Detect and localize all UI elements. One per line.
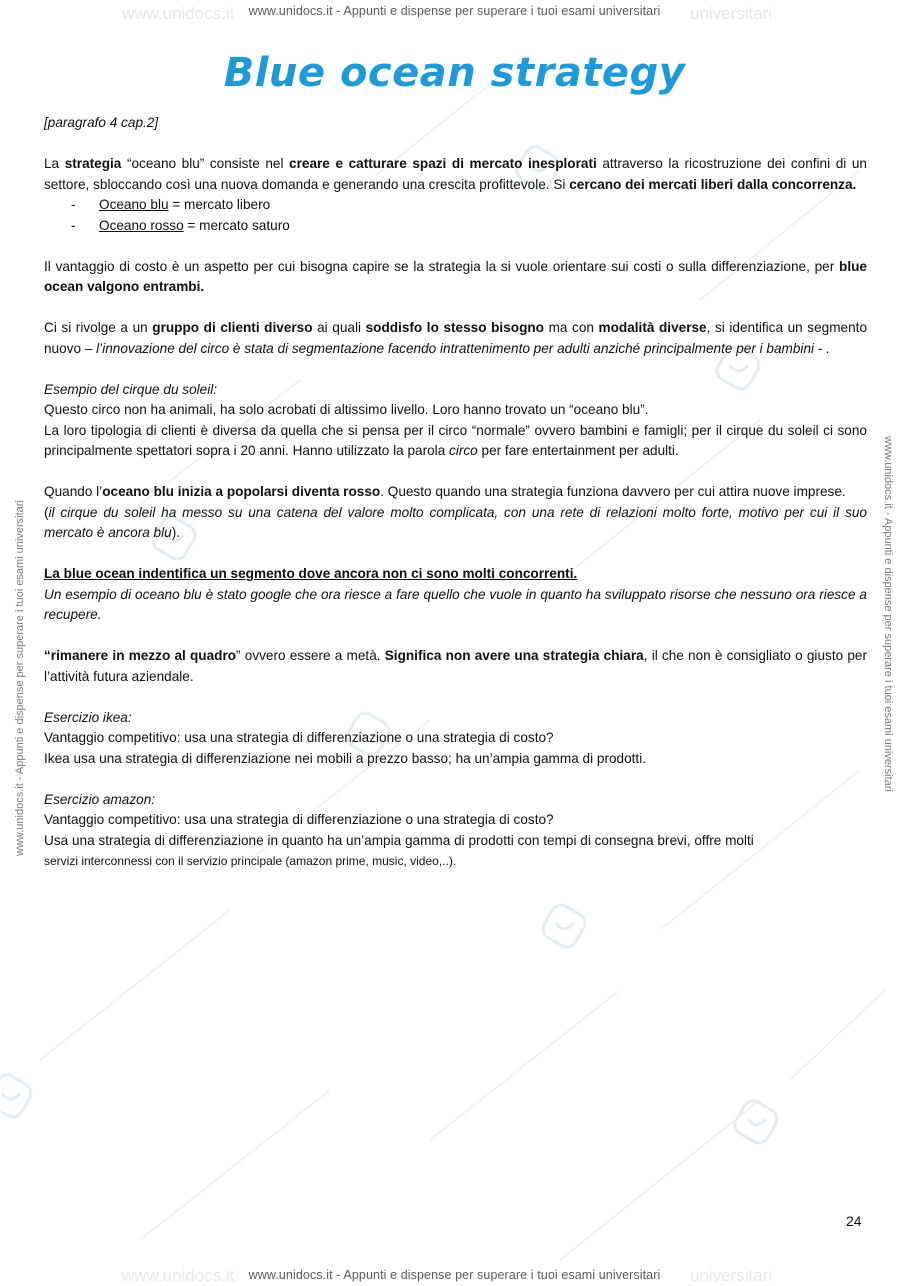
paragraph-definition: [44, 154, 867, 195]
bold-run: strategia: [64, 156, 122, 171]
text-run: La loro tipologia di clienti è diversa da quella che si pensa per il circo “normale” ovvero bambini e famigli; per il cirque du soleil ci sono principalmente spettatori sopra i 20 anni. Hanno utilizzato la parola: [44, 422, 867, 458]
bold-run: gruppo di clienti diverso: [152, 320, 313, 335]
text-run: ma con: [543, 320, 599, 335]
ikea-question: Vantaggio competitivo: usa una strategia di differenziazione o una strategia di costo?: [44, 730, 554, 745]
text-run: Il vantaggio di costo è un aspetto per cui bisogna capire se la strategia la si vuole orientare sui costi o sulla differenziazione, per: [44, 258, 840, 274]
text-run: ).: [171, 525, 181, 540]
italic-run: l’innovazione del circo è stata di segmentazione facendo intrattenimento per adulti anziché principalmente per i bambini - .: [96, 340, 830, 356]
ghost-site-bottom: www.unidocs.it: [122, 1266, 235, 1285]
bold-run: “rimanere in mezzo al quadro: [44, 648, 237, 663]
bullet-term: Oceano blu: [99, 197, 169, 212]
paragraph-blue-ocean-key: La blue ocean indentifica un segmento dove ancora non ci sono molti concorrenti.: [44, 566, 578, 581]
bullet-dash: -: [71, 197, 76, 212]
watermark-banner-right: www.unidocs.it - Appunti e dispense per superare i tuoi esami universitari: [882, 436, 894, 792]
italic-run: il cirque du soleil ha messo su una catena del valore molto complicata, con una rete di relazioni molto forte, motivo per cui il suo mercato è ancora blu: [44, 504, 867, 540]
document-body: [44, 113, 867, 872]
bold-run: oceano blu inizia a popolarsi diventa rosso: [102, 484, 381, 499]
paragraph-stuck-in-middle: [44, 646, 867, 687]
text-run: Ci si rivolge a un: [44, 320, 153, 335]
watermark-banner-left: www.unidocs.it - Appunti e dispense per superare i tuoi esami universitari: [14, 500, 26, 856]
italic-run: circo: [449, 443, 478, 458]
text-run: ai quali: [312, 320, 366, 335]
cirque-heading: Esempio del cirque du soleil:: [44, 381, 218, 397]
section-reference: [paragrafo 4 cap.2]: [44, 115, 159, 130]
bullet-dash: -: [71, 217, 76, 233]
amazon-answer-continued: servizi interconnessi con il servizio principale (amazon prime, music, video,..).: [44, 854, 457, 868]
ikea-heading: Esercizio ikea:: [44, 709, 132, 725]
text-run: , il che non è consigliato o giusto per l’attività futura aziendale.: [44, 648, 867, 684]
ghost-tail-top: universitari: [690, 4, 773, 23]
amazon-question: Vantaggio competitivo: usa una strategia di differenziazione o una strategia di costo?: [44, 812, 554, 827]
text-run: Quando l’: [44, 484, 103, 499]
bullet-text: = mercato saturo: [183, 217, 290, 233]
paragraph-google-example: Un esempio di oceano blu è stato google che ora riesce a fare quello che vuole in quanto ha sviluppato risorse che nessuno ora riesce a recupere.: [44, 586, 867, 622]
paragraph-red-ocean: [44, 482, 867, 503]
amazon-heading: Esercizio amazon:: [44, 791, 156, 807]
bullet-term: Oceano rosso: [99, 217, 184, 233]
text-run: “oceano blu” consiste nel: [121, 156, 290, 171]
bold-run: creare e catturare spazi di mercato inesplorati: [289, 156, 597, 171]
text-run: attraverso la ricostruzione dei confini di un settore, sbloccando così una nuova domanda e generando una crescita profittevole. Si: [44, 156, 867, 192]
text-run: per fare entertainment per adulti.: [477, 443, 679, 458]
bullet-text: = mercato libero: [168, 197, 271, 212]
amazon-answer: Usa una strategia di differenziazione in quanto ha un’ampia gamma di prodotti con tempi di consegna brevi, offre molti: [44, 832, 754, 848]
list-item: [44, 216, 867, 237]
paragraph-segment: [44, 318, 867, 359]
paragraph-cost-advantage: [44, 257, 867, 298]
text-run: La: [44, 156, 65, 171]
cirque-paragraph: [44, 421, 867, 462]
page-number: 24: [846, 1213, 862, 1229]
text-run: , si identifica un segmento nuovo –: [44, 320, 868, 356]
text-run: . Questo quando una strategia funziona davvero per cui attira nuove imprese.: [380, 484, 846, 499]
paragraph-cirque-note: [44, 503, 867, 544]
cirque-line: Questo circo non ha animali, ha solo acrobati di altissimo livello. Loro hanno trovato un “oceano blu”.: [44, 402, 649, 417]
bold-run: cercano dei mercati liberi dalla concorrenza.: [569, 176, 857, 192]
unidocs-logo-icon: [0, 1071, 35, 1120]
bold-run: modalità diverse: [598, 320, 707, 335]
text-run: ” ovvero essere a metà.: [236, 648, 385, 663]
ikea-answer: Ikea usa una strategia di differenziazione nei mobili a prezzo basso; ha un’ampia gamma di prodotti.: [44, 750, 647, 766]
list-item: [44, 195, 867, 216]
bold-run: soddisfo lo stesso bisogno: [365, 320, 544, 335]
ghost-tail-bottom: universitari: [690, 1266, 773, 1285]
bold-run: blue ocean valgono entrambi.: [44, 258, 867, 294]
watermark-banner-bottom: www.unidocs.it - Appunti e dispense per superare i tuoi esami universitari: [248, 1268, 661, 1282]
page-title: Blue ocean strategy: [223, 50, 686, 96]
bold-run: Significa non avere una strategia chiara: [384, 648, 644, 663]
unidocs-logo-icon: [539, 901, 588, 950]
ghost-site-top: www.unidocs.it: [122, 4, 235, 23]
unidocs-logo-icon: [731, 1097, 780, 1146]
watermark-banner-top: www.unidocs.it - Appunti e dispense per superare i tuoi esami universitari: [248, 4, 661, 18]
text-run: (: [44, 504, 49, 520]
